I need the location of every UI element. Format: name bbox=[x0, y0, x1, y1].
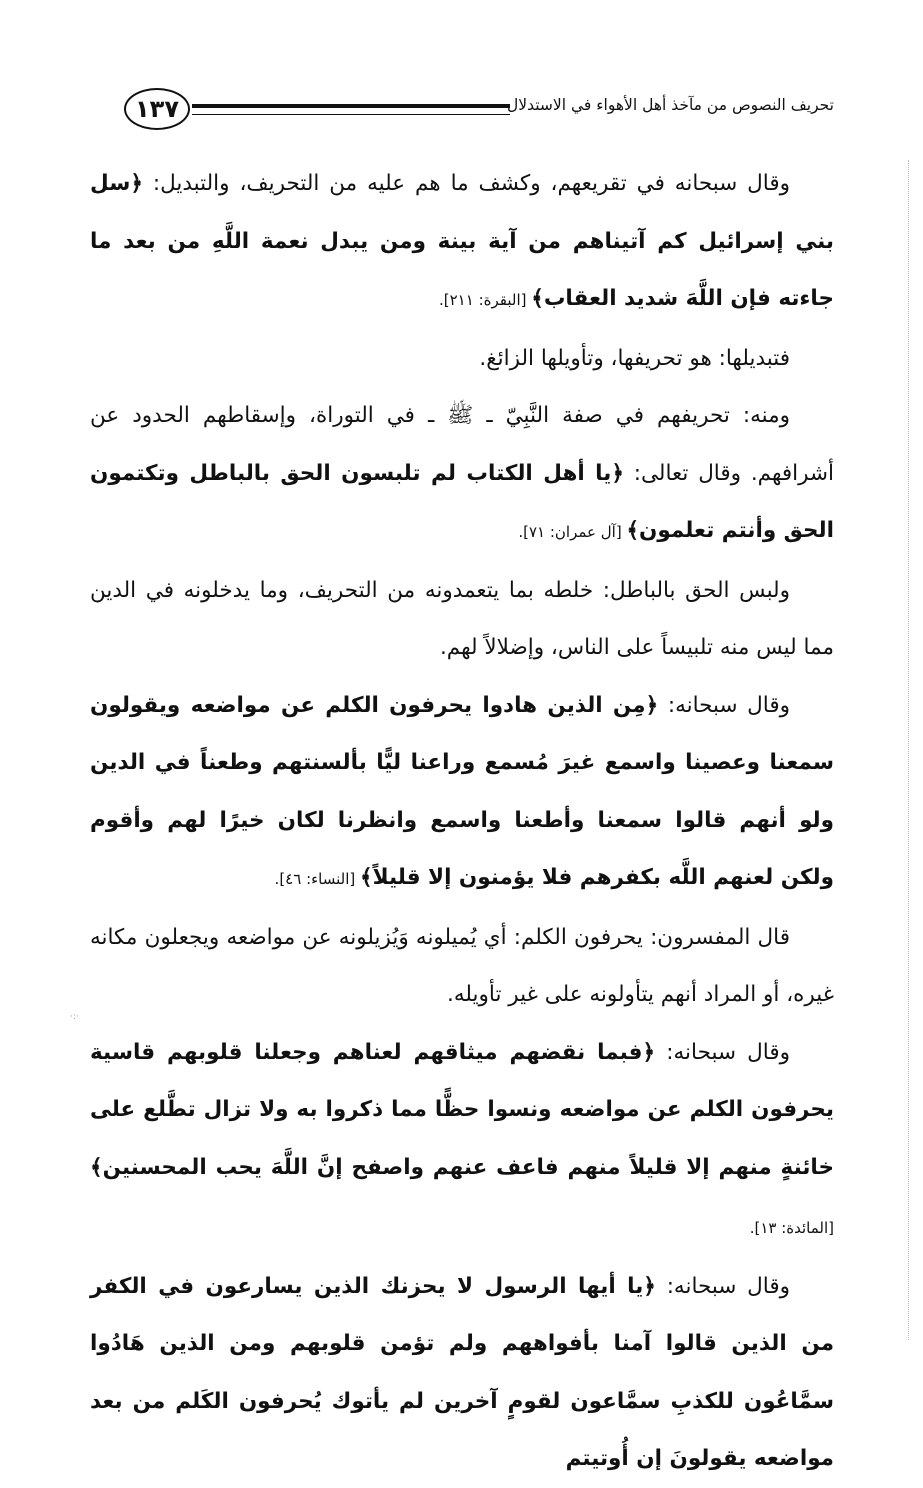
verse-reference: [البقرة: ٢١١]. bbox=[439, 291, 532, 309]
paragraph-p5 bbox=[90, 677, 834, 909]
quran-verse: ﴿يا أيها الرسول لا يحزنك الذين يسارعون في الكفر من الذين قالوا آمنا بأفواههم ولم تؤمن قلوبهم ومن الذين هَادُوا سمَّاعُون للكذبِ سمَّاعون لقومٍ آخرين لم يأتوك يُحرفون الكَلم من بعد مواضعه يقولونَ إن أُوتيتم bbox=[90, 1273, 834, 1471]
page-number: ١٣٧ bbox=[124, 88, 190, 130]
quran-verse: ﴿فبما نقضهم ميثاقهم لعناهم وجعلنا قلوبهم قاسية يحرفون الكلم عن مواضعه ونسوا حظًّا مما ذكروا به ولا تزال تطَّلع على خائنةٍ منهم إلا قليلاً منهم فاعف عنهم واصفح إنَّ اللَّهَ يحب المحسنين﴾ bbox=[90, 1039, 834, 1180]
paragraph-p7 bbox=[90, 1024, 834, 1258]
quran-verse: ﴿يا أهل الكتاب لم تلبسون الحق بالباطل وتكتمون الحق وأنتم تعلمون﴾ bbox=[90, 460, 834, 543]
running-title: تحريف النصوص من مآخذ أهل الأهواء في الاستدلال bbox=[507, 96, 834, 114]
body-text-span: ولبس الحق بالباطل: خلطه بما يتعمدونه من التحريف، وما يدخلونه في الدين مما ليس منه تلبيساً على الناس، وإضلالاً لهم. bbox=[90, 577, 834, 660]
paragraph-p4 bbox=[90, 562, 834, 677]
quran-verse: ﴿سل بني إسرائيل كم آتيناهم من آية بينة ومن يبدل نعمة اللَّهِ من بعد ما جاءته فإن اللَّهَ شديد العقاب﴾ bbox=[90, 171, 834, 311]
body-text-span: وقال سبحانه في تقريعهم، وكشف ما هم عليه من التحريف، والتبديل: bbox=[142, 171, 790, 196]
header-rule bbox=[192, 104, 510, 115]
verse-reference: [المائدة: ١٣]. bbox=[749, 1219, 834, 1237]
paragraph-p6 bbox=[90, 909, 834, 1024]
paragraph-p3 bbox=[90, 387, 834, 562]
margin-divider bbox=[906, 160, 909, 1340]
page-header bbox=[124, 86, 834, 136]
body-text-span: ومنه: تحريفهم في صفة النَّبِيّ ـ ﷺ ـ في التوراة، وإسقاطهم الحدود عن أشرافهم. وقال تعالى: bbox=[90, 403, 834, 486]
body-text-span: وقال سبحانه: bbox=[655, 1039, 791, 1065]
verse-reference: [آل عمران: ٧١]. bbox=[518, 523, 627, 541]
quran-verse: ﴿مِن الذين هادوا يحرفون الكلم عن مواضعه ويقولون سمعنا وعصينا واسمع غيرَ مُسمع وراعنا ليًّا بألسنتهم وطعناً في الدين ولو أنهم قالوا سمعنا وأطعنا واسمع وانظرنا لكان خيرًا لهم وأقوم ولكن لعنهم اللَّه بكفرهم فلا يؤمنون إلا قليلاً﴾ bbox=[90, 692, 834, 890]
page-body bbox=[90, 155, 834, 1488]
body-text-span: قال المفسرون: يحرفون الكلم: أي يُميلونه وَيُزيلونه عن مواضعه ويجعلون مكانه غيره، أو المراد أنهم يتأولونه على غير تأويله. bbox=[90, 924, 834, 1007]
body-text-span: فتبديلها: هو تحريفها، وتأويلها الزائغ. bbox=[479, 345, 790, 371]
verse-reference: [النساء: ٤٦]. bbox=[274, 870, 361, 888]
body-text-span: وقال سبحانه: bbox=[658, 692, 791, 718]
body-text-span: وقال سبحانه: bbox=[655, 1273, 790, 1299]
paragraph-p2 bbox=[90, 330, 834, 388]
paragraph-p8 bbox=[90, 1258, 834, 1488]
paragraph-p1 bbox=[90, 155, 834, 330]
scan-speck: ·:· bbox=[70, 1012, 79, 1022]
